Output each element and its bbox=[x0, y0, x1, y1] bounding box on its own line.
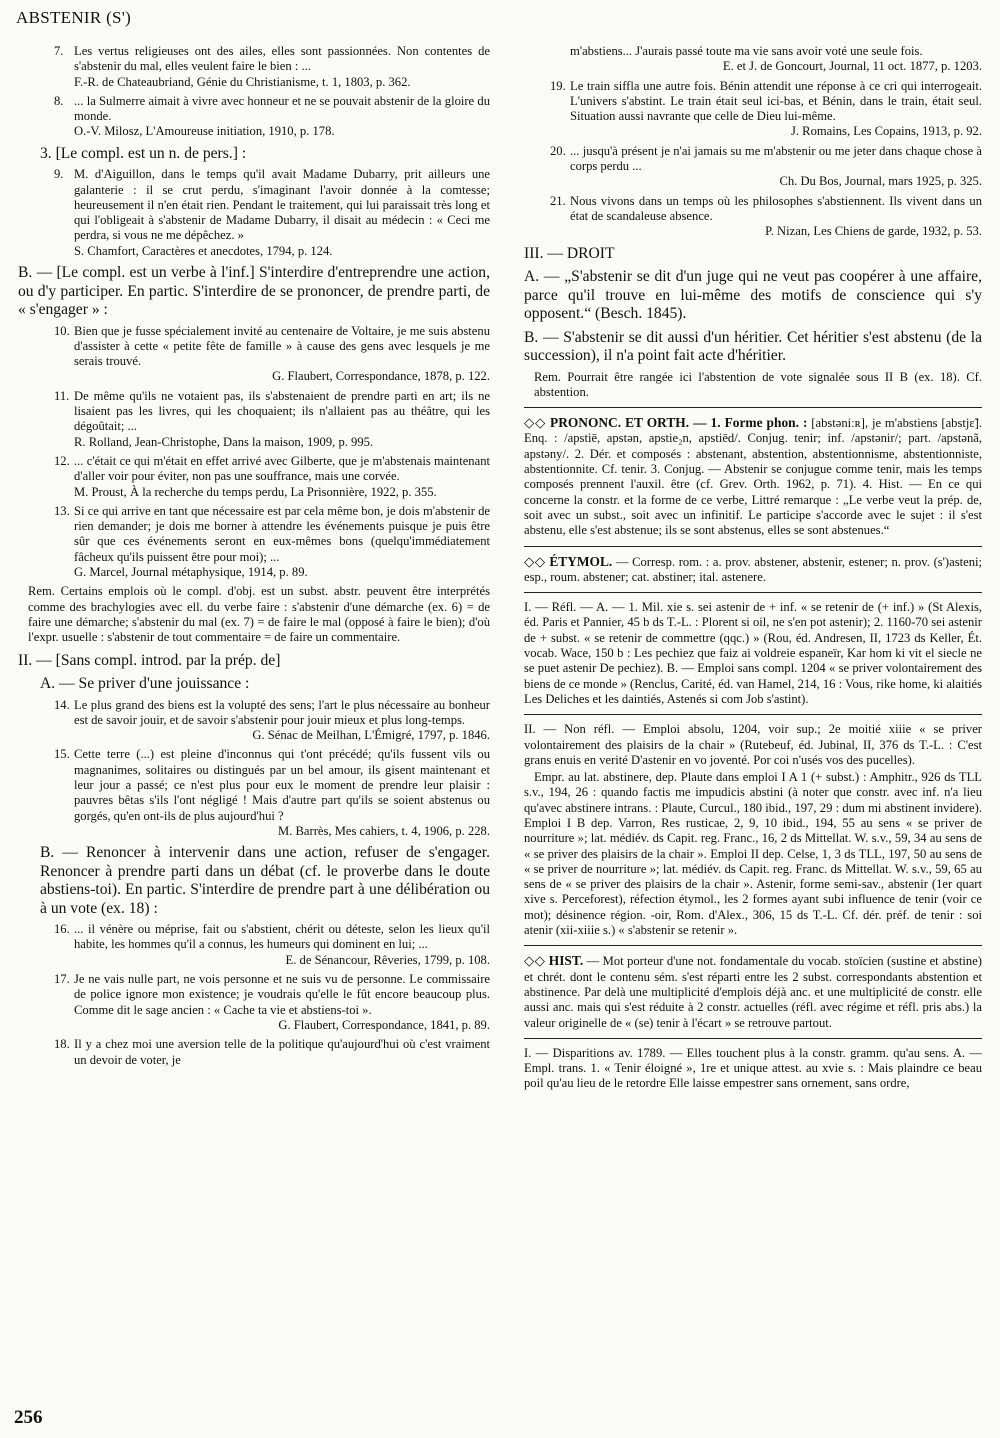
example-text: Cette terre (...) est pleine d'inconnus qui t'ont précédé; qu'ils fussent vils ou magnanimes, solitaires ou distingués par un bel amour, ils gisent maintenant et leur jour a passé; ce n'est plus pour eux le moment de prendre leur plaisir : pauvres bêtas s'ils l'ont négligé ! Mais d'autre part qu'ils se soient abstenus ou gorgés, qu'en ont-ils de plus aujourd'hui ? bbox=[74, 747, 490, 823]
section-divider bbox=[524, 592, 982, 593]
running-head: ABSTENIR (S') bbox=[16, 8, 132, 27]
heading-iii-a: A. — „S'abstenir se dit d'un juge qui ne veut pas coopérer à une affaire, parce qu'il trouve en lui-même des motifs de conscience qui s'y opposent.“ (Besch. 1845). bbox=[524, 268, 982, 323]
example-text: Nous vivons dans un temps où les philosophes s'abstiennent. Ils vivent dans un état de scandaleuse absence. bbox=[570, 193, 982, 223]
example-number: 19. bbox=[550, 78, 566, 93]
example-number: 15. bbox=[54, 747, 70, 762]
heading-b: B. — [Le compl. est un verbe à l'inf.] S'interdire d'entreprendre une action, ou d'y participer. En partic. S'interdire de se prononcer, de prendre parti, de « s'engager » : bbox=[18, 264, 490, 319]
section-divider bbox=[524, 714, 982, 715]
example-source: E. de Sénancour, Rêveries, 1799, p. 108. bbox=[285, 952, 490, 967]
example-12 bbox=[18, 454, 490, 500]
example-number: 14. bbox=[54, 697, 70, 712]
example-source: G. Sénac de Meilhan, L'Émigré, 1797, p. 1846. bbox=[252, 728, 490, 743]
example-9 bbox=[18, 167, 490, 259]
heading-iii: III. — DROIT bbox=[524, 244, 615, 262]
example-7 bbox=[18, 44, 490, 90]
heading-iii-b: B. — S'abstenir se dit aussi d'un héritier. Cet héritier s'est abstenu (de la succession), il n'a point fait acte d'héritier. bbox=[524, 328, 982, 365]
example-text: Bien que je fusse spécialement invité au centenaire de Voltaire, je me suis abstenu d'assister à cette « petite fête de famille » à cause des gens avec lesquels je me serais trouvé. bbox=[74, 323, 490, 369]
heading-ii-a: A. — Se priver d'une jouissance : bbox=[40, 675, 250, 692]
example-number: 12. bbox=[54, 453, 70, 468]
example-text: ... jusqu'à présent je n'ai jamais su me m'abstenir ou me jeter dans chaque chose à corps perdu ... bbox=[570, 143, 982, 174]
section-text: — Mot porteur d'une not. fondamentale du vocab. stoïcien (sustine et abstine) et chrét. dont le contenu sém. s'est réparti entre les 2 subst. correspondants abstention et abstinence. Par delà une multiplicité d'emplois déjà anc. et une multiplicité de constr. elle aussi anc. mais qui s'est réduite à 2 constr. actuelles (réfl. avec régime et réfl. pris abs.) la valeur originelle de « (se) tenir à l'écart » se retrouve partout. bbox=[524, 954, 982, 1030]
remark: Rem. Certains emplois où le compl. d'obj. est un subst. abstr. peuvent être interprétés comme des brachylogies avec ell. du verbe faire : s'abstenir d'une démarche (ex. 6) = de faire une démarche; s'abstenir du mal (ex. 7) = de faire le mal (opposé à faire le bien); d'où l'expr. usuelle : s'abstenir de tout commentaire = de faire un commentaire. bbox=[28, 584, 490, 645]
page-number: 256 bbox=[14, 1407, 43, 1428]
heading-3: 3. [Le compl. est un n. de pers.] : bbox=[40, 144, 247, 162]
example-number: 16. bbox=[54, 922, 70, 937]
example-source: O.-V. Milosz, L'Amoureuse initiation, 1910, p. 178. bbox=[74, 124, 335, 139]
section-divider bbox=[524, 1038, 982, 1039]
section-title: ◇◇ HIST. bbox=[524, 953, 584, 969]
example-text: Les vertus religieuses ont des ailes, elles sont passionnées. Non contentes de s'abstenir du mal, elles veulent faire le bien : ... bbox=[74, 44, 490, 74]
example-source: Ch. Du Bos, Journal, mars 1925, p. 325. bbox=[779, 174, 982, 189]
section-title: ◇◇ ÉTYMOL. bbox=[524, 553, 613, 569]
history-disparitions: I. — Disparitions av. 1789. — Elles touchent plus à la constr. gramm. qu'au sens. A. — Empl. trans. 1. « Tenir éloigné », 1re et unique attest. au xvie s. : Mais plaindre ce beau poil qu'au lieu de le retordre Elle laisse empestrer sans ornement, sans ordre, bbox=[524, 1045, 982, 1091]
right-column bbox=[524, 44, 982, 1094]
example-number: 20. bbox=[550, 143, 566, 158]
example-text: ... c'était ce qui m'était en effet arrivé avec Gilberte, que je m'abstenais maintenant d'aller voir pour éviter, non pas une souffrance, mais une corvée. bbox=[74, 453, 490, 484]
remark: Rem. Pourrait être rangée ici l'abstention de vote signalée sous II B (ex. 18). Cf. abstention. bbox=[534, 369, 982, 399]
example-source: R. Rolland, Jean-Christophe, Dans la maison, 1909, p. 995. bbox=[74, 434, 374, 449]
etymology-reflexive: I. — Réfl. — A. — 1. Mil. xie s. sei astenir de + inf. « se retenir de (+ inf.) » (St Alexis, éd. Paris et Pannier, 45 b ds T.-L. : Plorent si oil, ne s'en pot astenir); 2. 1160-70 sei astenir de + subst. « se retenir de commettre (qqc.) » (Rou, éd. Andresen, II, 1723 ds Keller, Ét. vocab. Wace, 150 b : Les pechiez que faiz ai voldreie espaneïr, Kar hom ki vit el siecle ne se puet astenir De pechiez). B. — Emploi sans compl. 1204 « se priver volontairement des biens de ce monde » (Renclus, Carité, éd. van Hamel, 214, 16 : Vous, rike home, ki alaitiés Les Deliches et les daintiés, Astenés si com Job s'astint). bbox=[524, 600, 982, 706]
left-column bbox=[18, 44, 490, 1072]
example-text: De même qu'ils ne votaient pas, ils s'abstenaient de prendre parti en art; ils ne lisaient pas les livres, qui les choquaient; ils n'allaient pas au théâtre, qui les dégoûtait; ... bbox=[74, 388, 490, 434]
example-text: Il y a chez moi une aversion telle de la politique qu'aujourd'hui où c'est vraiment un devoir de voter, je bbox=[74, 1037, 490, 1067]
example-text: M. d'Aiguillon, dans le temps qu'il avait Madame Dubarry, prit ailleurs une galanterie : il se crut perdu, s'imaginant l'avoir donnée à la comtesse; heureusement il n'en était rien. Pendant le traitement, qui lui paraissait très long et qui l'obligeait à s'abstenir de Madame Dubarry, il disait au médecin : « Ceci me perdra, si vous ne me dépêchez. » bbox=[74, 167, 490, 243]
example-10 bbox=[18, 324, 490, 385]
section-divider bbox=[524, 546, 982, 547]
example-source: F.-R. de Chateaubriand, Génie du Christianisme, t. 1, 1803, p. 362. bbox=[74, 74, 411, 89]
example-number: 8. bbox=[54, 93, 64, 108]
example-11 bbox=[18, 389, 490, 450]
example-17 bbox=[18, 972, 490, 1033]
example-8 bbox=[18, 94, 490, 140]
example-number: 7. bbox=[54, 44, 64, 58]
etymology-borrowing: Empr. au lat. abstinere, dep. Plaute dans emploi I A 1 (+ subst.) : Amphitr., 926 ds TLL s.v., 194, 26 : quando factis me impudicis abstini (à noter que constr. avec inf. n'a lieu qu'avec abstinere intrans. : Plaute, Curcul., 180 ibid., 197, 29 : dum mi abstinent invidere). Emploi I B dep. Varron, Res rusticae, 2, 9, 10 ibid., 194, 55 au sens « se priver de nourriture »; lat. médiév. ds Capit. reg. Franc., 16, 2 ds Mittellat. W. s.v., 59, 34 au sens de « se priver des plaisirs de la chair ». Emploi II dep. Celse, 1, 3 ds TLL, 197, 50 au sens de « se priver de nourriture »; lat. médiév. ds Capit. reg. Franc. ds Mittellat. W. s.v., 59, 65 au sens de « se priver des plaisirs de la chair ». Astenir, forme semi-sav., abstenir (1er quart xive s. Perceforest), réfection étymol., les 2 formes ayant subi influence de tenir (voir ce mot); désinence région. -oir, Rom. d'Alex., 306, 15 ds T.-L. Cf. dér. préf. de tenir : soi atenir (xii-xiiie s.) « s'abstenir se retenir ». bbox=[524, 770, 982, 938]
section-title: ◇◇ PRONONC. ET ORTH. — 1. Forme phon. : bbox=[524, 415, 808, 431]
example-15 bbox=[18, 747, 490, 839]
etymology-section bbox=[524, 554, 982, 586]
section-text: [abstəniːʀ], je m'abstiens [abstjɛ̃]. Enq. : /apstiē, apstən, apstie₂n, apstiēd/. Conjug. tenir; inf. /apstənir/; part. /apstənã, apstəny/. 2. Dér. et composés : abstenant, abstention, abstentionnisme, abstentionniste, abstentionnite. Cf. tenir. 3. Conjug. — Abstenir se conjugue comme tenir, mais les temps composés prennent l'auxil. être (cf. Grev. Orth. 1962, p. 71). 4. Hist. — En ce qui concerne la constr. et la forme de ce verbe, Littré remarque : „Le verbe veut la prép. de, soit avec un subst., soit avec un infinitif. Le participe s'accorde avec le sujet : il s'est abstenu, elle s'est abstenue; ils se sont abstenus, elles se sont abstenues.“ bbox=[524, 416, 982, 538]
example-source: P. Nizan, Les Chiens de garde, 1932, p. 53. bbox=[765, 224, 982, 239]
section-text: — Corresp. rom. : a. prov. abstener, abstenir, estener; n. prov. (s')asteni; esp., roum. abstener; cat. abstiner; ital. astenere. bbox=[524, 554, 982, 584]
example-number: 11. bbox=[54, 388, 70, 403]
section-divider bbox=[524, 945, 982, 946]
example-20 bbox=[524, 144, 982, 190]
example-16 bbox=[18, 922, 490, 968]
example-13 bbox=[18, 504, 490, 580]
example-text: ... la Sulmerre aimait à vivre avec honneur et ne se pouvait abstenir de la gloire du monde. bbox=[74, 93, 490, 124]
etymology-non-reflexive: II. — Non réfl. — Emploi absolu, 1204, voir sup.; 2e moitié xiiie « se priver volontairement des plaisirs de la chair » (Rutebeuf, éd. Jubinal, II, 376 ds T.-L. : C'est grans enuis en verité D'astenir en vo joventé. Por coi n'usés vos des pucelles). bbox=[524, 722, 982, 767]
example-text: Le plus grand des biens est la volupté des sens; l'art le plus nécessaire au bonheur est de savoir jouir, et de savoir s'abstenir pour jouir mieux et plus long-temps. bbox=[74, 697, 490, 727]
example-source: J. Romains, Les Copains, 1913, p. 92. bbox=[790, 124, 982, 139]
example-21 bbox=[524, 194, 982, 240]
example-text: m'abstiens... J'aurais passé toute ma vie sans avoir voté une seule fois. bbox=[570, 44, 923, 58]
example-14 bbox=[18, 698, 490, 744]
example-source: G. Flaubert, Correspondance, 1878, p. 122. bbox=[272, 369, 490, 384]
example-18 bbox=[18, 1037, 490, 1068]
example-19 bbox=[524, 79, 982, 140]
example-number: 21. bbox=[550, 193, 566, 208]
example-number: 13. bbox=[54, 503, 70, 518]
example-number: 18. bbox=[54, 1037, 70, 1052]
example-number: 17. bbox=[54, 972, 70, 987]
example-text: Je ne vais nulle part, ne vois personne et ne suis vu de personne. Le commissaire de police ignore mon existence; je voudrais qu'elle le fût encore beaucoup plus. Comme dit le sage ancien : « Cache ta vie et abstiens-toi ». bbox=[74, 972, 490, 1017]
example-text: Le train siffla une autre fois. Bénin attendit une réponse à ce cri qui interrogeait. L'univers s'abstint. Le train était seul ici-bas, et Bénin, dans le train, était seul. Situation aussi navrante que celle de Dieu lui-même. bbox=[570, 78, 982, 124]
example-source: S. Chamfort, Caractères et anecdotes, 1794, p. 124. bbox=[74, 243, 333, 258]
example-source: G. Marcel, Journal métaphysique, 1914, p. 89. bbox=[74, 565, 308, 580]
heading-ii-b: B. — Renoncer à intervenir dans une action, refuser de s'engager. Renoncer à prendre parti dans un débat (cf. le proverbe dans le doute abstiens-toi). En partic. S'interdire de prendre part à une délibération ou à un vote (ex. 18) : bbox=[40, 844, 490, 917]
prononciation-section bbox=[524, 415, 982, 538]
example-text: ... il vénère ou méprise, fait ou s'abstient, chérit ou déteste, selon les lieux qu'il habite, les hommes qu'il a connus, les humeurs qui dominent en lui; ... bbox=[74, 922, 490, 952]
example-source: G. Flaubert, Correspondance, 1841, p. 89. bbox=[278, 1017, 490, 1032]
example-number: 9. bbox=[54, 167, 64, 182]
example-number: 10. bbox=[54, 323, 70, 338]
example-18-continued bbox=[524, 44, 982, 75]
heading-ii: II. — [Sans compl. introd. par la prép. de] bbox=[18, 651, 281, 669]
example-source: M. Proust, À la recherche du temps perdu, La Prisonnière, 1922, p. 355. bbox=[74, 484, 437, 499]
section-divider bbox=[524, 407, 982, 408]
example-source: M. Barrès, Mes cahiers, t. 4, 1906, p. 228. bbox=[278, 823, 490, 838]
history-section bbox=[524, 953, 982, 1030]
example-source: E. et J. de Goncourt, Journal, 11 oct. 1877, p. 1203. bbox=[722, 59, 982, 74]
example-text: Si ce qui arrive en tant que nécessaire est par cela même bon, je dois m'abstenir de rien demander; je dois me borner à attendre les événements puisque je puis être sûr que ces événements seront en eux-mêmes bons (quelqu'immédiatement fâcheux qu'ils puissent être pour moi); ... bbox=[74, 503, 490, 564]
